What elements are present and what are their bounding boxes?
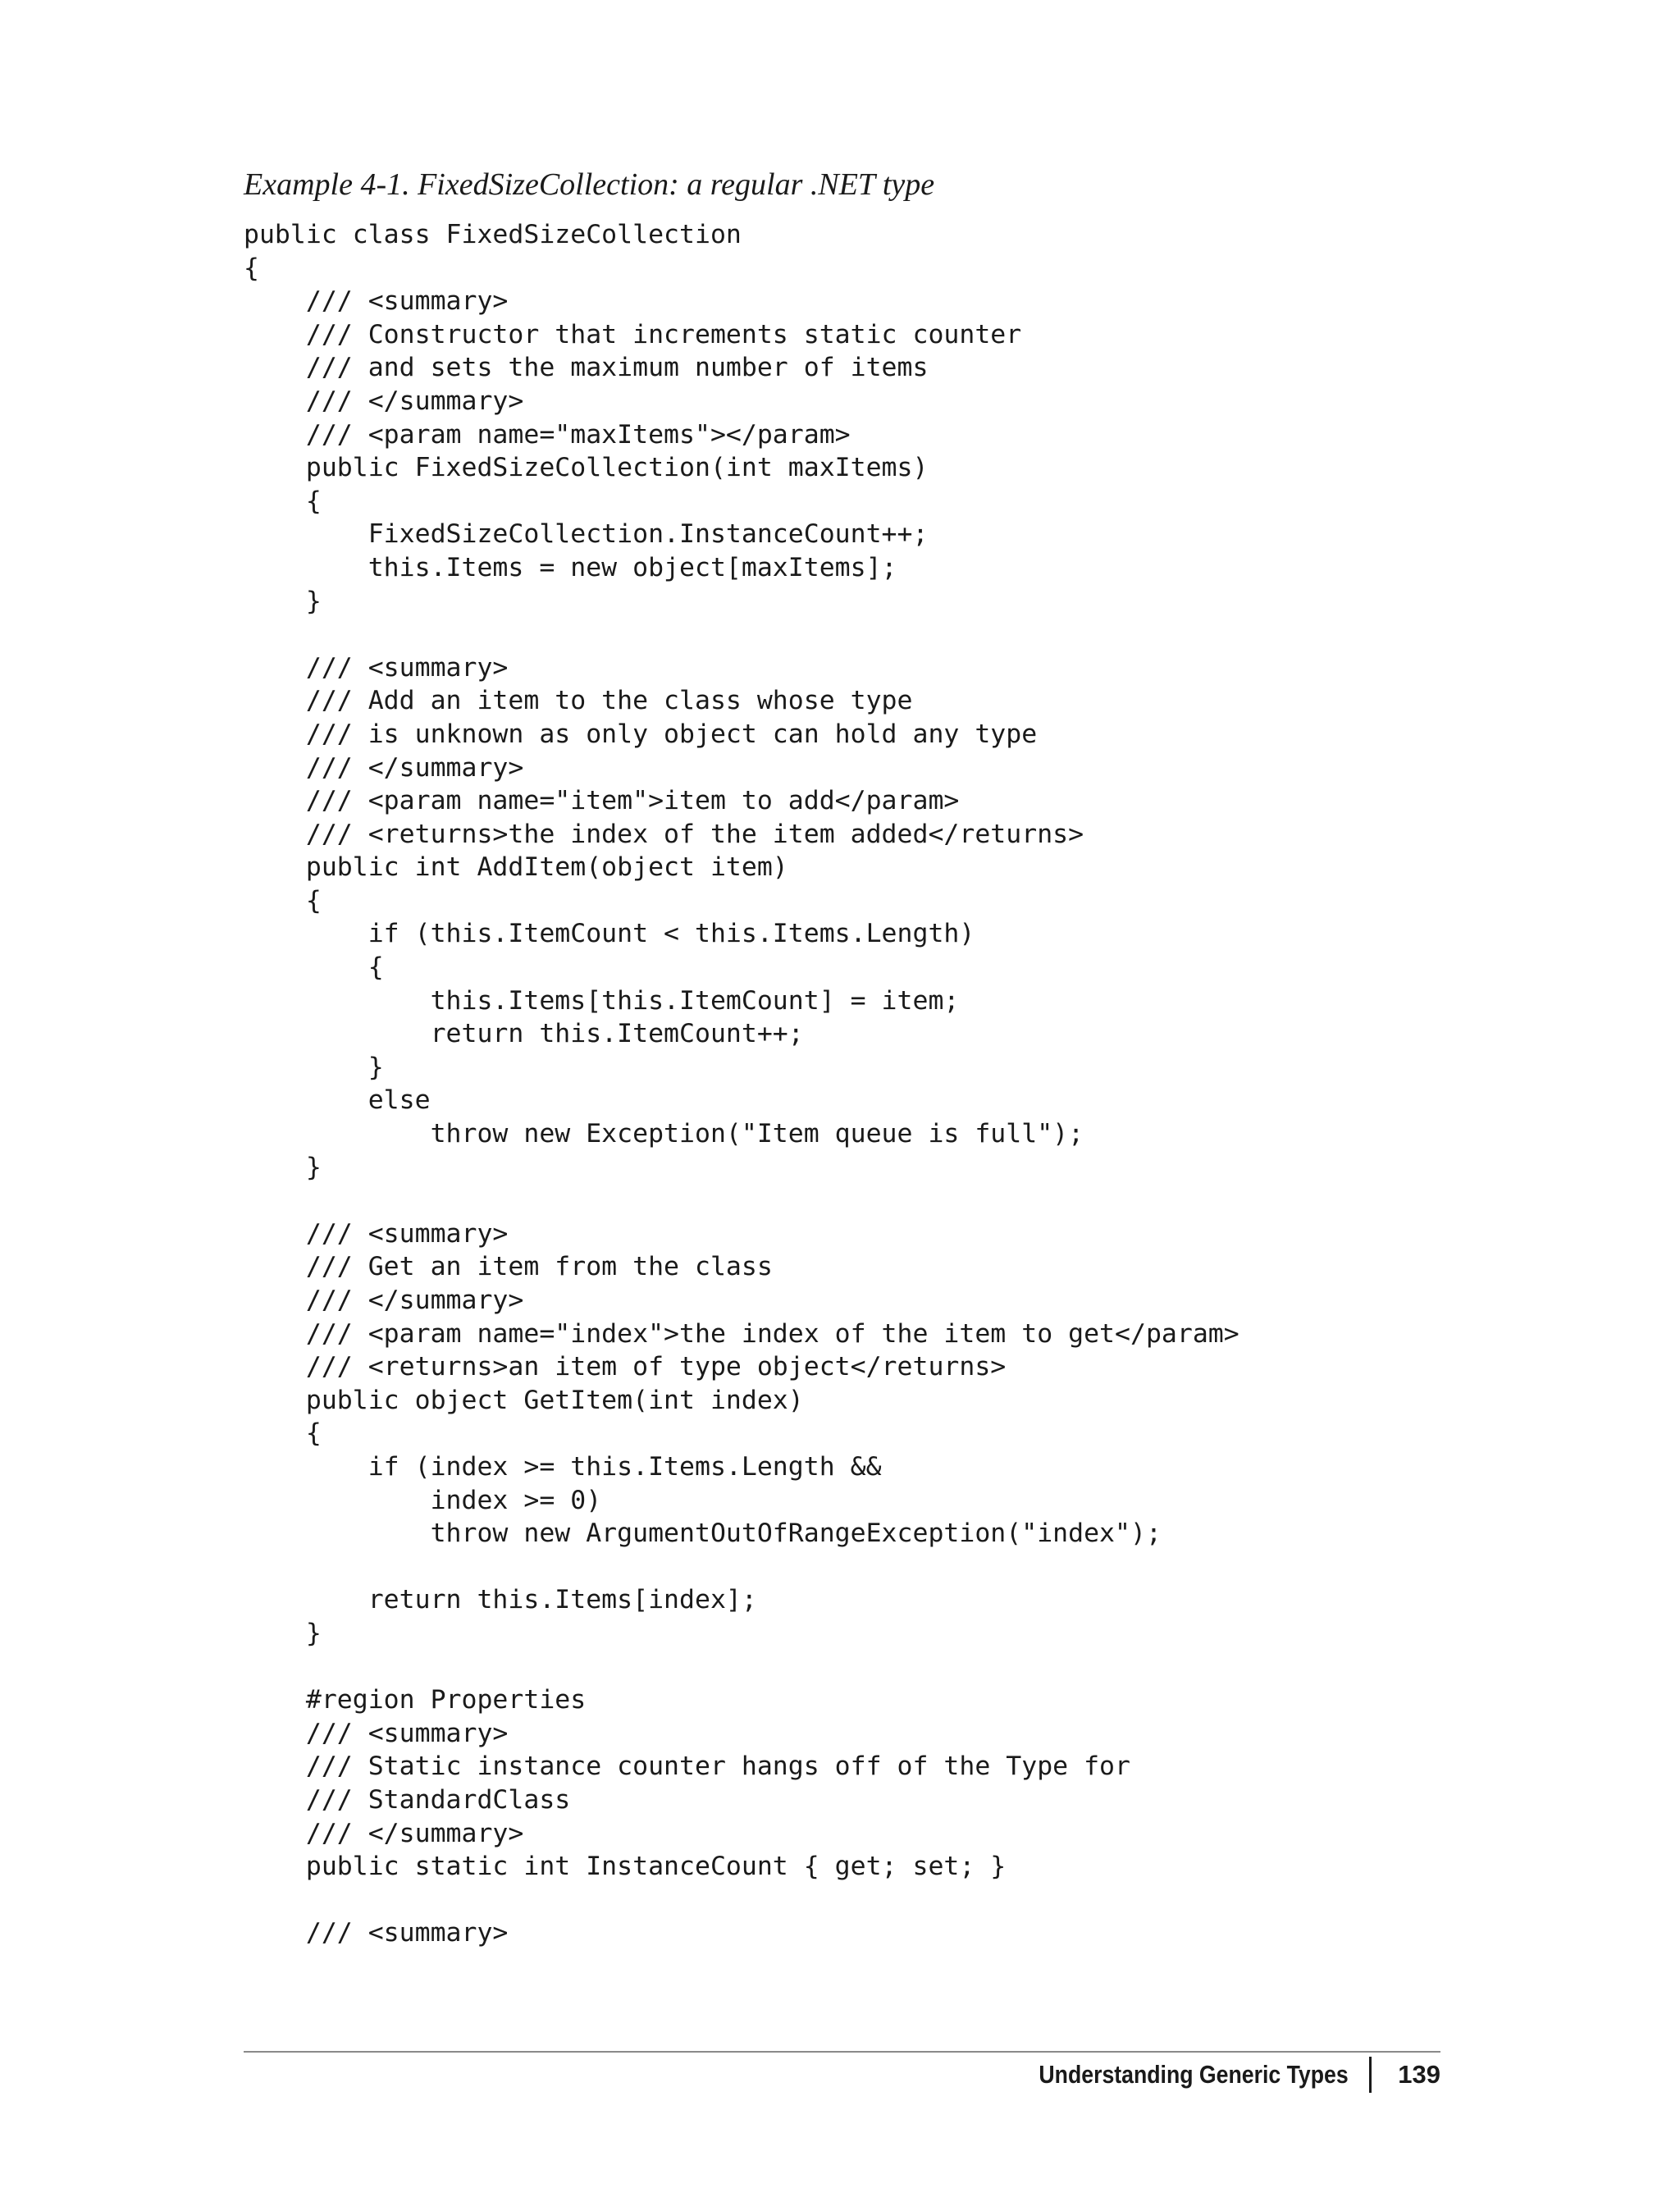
- code-line: }: [244, 1152, 322, 1182]
- code-line: /// <returns>the index of the item added</returns>: [244, 819, 1084, 849]
- code-line: index >= 0): [244, 1485, 602, 1515]
- running-footer: [988, 2055, 1440, 2094]
- code-line: FixedSizeCollection.InstanceCount++;: [244, 519, 929, 550]
- code-line: {: [244, 253, 259, 283]
- code-line: #region Properties: [244, 1685, 587, 1715]
- code-line: [244, 618, 1449, 651]
- code-line: throw new Exception("Item queue is full");: [244, 1119, 1084, 1149]
- code-line: [244, 1651, 1449, 1684]
- code-line: /// <returns>an item of type object</returns>: [244, 1352, 1007, 1382]
- code-line: {: [244, 486, 322, 516]
- code-line: this.Items = new object[maxItems];: [244, 552, 897, 582]
- code-line: return this.Items[index];: [244, 1585, 757, 1615]
- code-line: }: [244, 586, 322, 616]
- code-line: /// <summary>: [244, 1218, 509, 1249]
- code-line: public int AddItem(object item): [244, 852, 788, 883]
- code-line: /// </summary>: [244, 752, 524, 783]
- code-line: /// Static instance counter hangs off of the Type for: [244, 1752, 1130, 1782]
- code-line: }: [244, 1618, 322, 1648]
- code-line: /// StandardClass: [244, 1784, 571, 1815]
- code-line: {: [244, 1418, 322, 1449]
- code-line: /// is unknown as only object can hold any type: [244, 719, 1038, 749]
- code-line: /// </summary>: [244, 386, 524, 416]
- code-line: else: [244, 1085, 431, 1116]
- code-line: return this.ItemCount++;: [244, 1019, 804, 1049]
- code-line: if (this.ItemCount < this.Items.Length): [244, 919, 975, 949]
- example-caption: Example 4-1. FixedSizeCollection: a regular .NET type: [244, 167, 935, 202]
- code-line: public FixedSizeCollection(int maxItems): [244, 453, 929, 483]
- code-line: /// <summary>: [244, 1718, 509, 1748]
- code-line: this.Items[this.ItemCount] = item;: [244, 985, 960, 1016]
- code-line: /// <summary>: [244, 286, 509, 317]
- footer-section-title: Understanding Generic Types: [1038, 2060, 1349, 2089]
- code-line: [244, 1884, 1449, 1917]
- code-listing: [244, 218, 1449, 1950]
- code-line: {: [244, 952, 384, 983]
- code-line: /// <param name="index">the index of the item to get</param>: [244, 1318, 1239, 1349]
- code-line: /// </summary>: [244, 1818, 524, 1848]
- footer-separator: [1369, 2057, 1372, 2093]
- code-line: public static int InstanceCount { get; set; }: [244, 1852, 1007, 1882]
- code-line: [244, 1551, 1449, 1584]
- code-line: throw new ArgumentOutOfRangeException("index");: [244, 1519, 1162, 1549]
- code-line: /// Constructor that increments static counter: [244, 319, 1022, 349]
- code-line: /// <summary>: [244, 652, 509, 683]
- code-line: /// Add an item to the class whose type: [244, 686, 913, 716]
- code-line: /// <summary>: [244, 1918, 509, 1948]
- page-number: 139: [1398, 2060, 1440, 2089]
- code-line: /// Get an item from the class: [244, 1252, 773, 1282]
- code-line: public class FixedSizeCollection: [244, 220, 742, 249]
- footer-divider: [244, 2051, 1440, 2053]
- code-line: /// </summary>: [244, 1286, 524, 1315]
- code-line: }: [244, 1052, 384, 1082]
- code-line: /// and sets the maximum number of items: [244, 353, 929, 383]
- code-line: /// <param name="maxItems"></param>: [244, 419, 851, 450]
- code-line: {: [244, 885, 322, 916]
- code-line: public object GetItem(int index): [244, 1385, 804, 1415]
- code-line: /// <param name="item">item to add</param>: [244, 786, 960, 816]
- code-line: if (index >= this.Items.Length &&: [244, 1451, 882, 1482]
- code-line: [244, 1184, 1449, 1217]
